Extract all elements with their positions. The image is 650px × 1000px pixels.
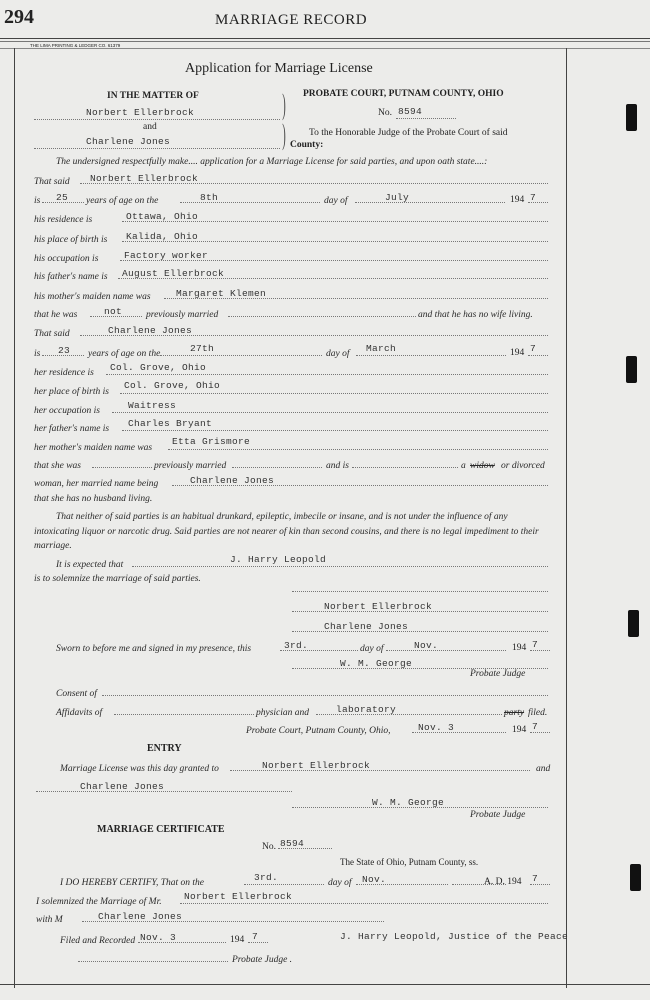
label: 194: [512, 725, 527, 735]
groom-residence: Ottawa, Ohio: [126, 211, 199, 222]
label: A. D. 194: [484, 877, 522, 887]
signature-groom: Norbert Ellerbrock: [324, 601, 433, 612]
bride-occupation: Waitress: [128, 400, 177, 411]
court-honorable: To the Honorable Judge of the Probate Court of said: [309, 128, 508, 138]
left-border: [14, 48, 15, 988]
rule: [352, 467, 458, 468]
matter-name-1: Norbert Ellerbrock: [86, 107, 195, 118]
label: physician and: [256, 708, 310, 718]
label: Affidavits of: [56, 708, 103, 718]
label: and is: [326, 461, 349, 471]
groom-age: 25: [56, 192, 69, 203]
sworn-judge: W. M. George: [340, 658, 413, 669]
rule: [122, 430, 548, 431]
sworn-month: Nov.: [414, 640, 439, 651]
label: Probate Judge .: [232, 955, 293, 965]
label: years of age on the: [86, 196, 159, 206]
rule: [292, 807, 548, 808]
groom-married-status: not: [104, 306, 123, 317]
label: I DO HEREBY CERTIFY, That on the: [60, 878, 204, 888]
certificate-title: MARRIAGE CERTIFICATE: [97, 824, 225, 835]
solemnizer: J. Harry Leopold: [230, 554, 327, 565]
header-rule-2: [0, 41, 650, 42]
certificate-day: 3rd.: [254, 872, 279, 883]
rule: [356, 355, 506, 356]
rule: [118, 278, 548, 279]
label: day of: [324, 196, 348, 206]
bride-residence: Col. Grove, Ohio: [110, 362, 207, 373]
label: that she has no husband living.: [34, 494, 153, 504]
label: day of: [328, 878, 352, 888]
groom-month: July: [385, 192, 410, 203]
label: his mother's maiden name was: [34, 292, 151, 302]
rule: [90, 316, 142, 317]
label: her residence is: [34, 368, 94, 378]
label: his place of birth is: [34, 235, 108, 245]
rule: [244, 884, 324, 885]
certificate-month: Nov.: [362, 874, 387, 885]
rule: [280, 650, 358, 651]
right-border: [566, 48, 567, 988]
label: Probate Judge: [470, 669, 526, 679]
rule: [42, 202, 84, 203]
rule: [120, 260, 548, 261]
bride-father: Charles Bryant: [128, 418, 213, 429]
label: and: [536, 764, 551, 774]
court-date-year: 7: [532, 721, 539, 732]
label: years of age on the: [88, 349, 161, 359]
filed-year: 7: [252, 931, 259, 942]
record-title: MARRIAGE RECORD: [215, 12, 368, 28]
header-rule-3: [0, 48, 650, 49]
label: his father's name is: [34, 272, 108, 282]
rule: [292, 631, 548, 632]
label: previously married: [154, 461, 227, 471]
label: day of: [326, 349, 350, 359]
rule: [230, 770, 530, 771]
rule: [530, 650, 550, 651]
entry-name-1: Norbert Ellerbrock: [262, 760, 371, 771]
label: her father's name is: [34, 424, 110, 434]
label: 194: [510, 195, 525, 205]
rule: [355, 202, 505, 203]
rule: [160, 355, 322, 356]
matter-and: and: [143, 122, 157, 132]
rule: [120, 393, 548, 394]
matter-label: IN THE MATTER OF: [107, 91, 199, 101]
rule: [80, 335, 548, 336]
rule: [528, 355, 548, 356]
court-title: PROBATE COURT, PUTNAM COUNTY, OHIO: [303, 89, 504, 99]
entry-name-2: Charlene Jones: [80, 781, 165, 792]
rule: [114, 714, 254, 715]
groom-year: 7: [530, 192, 537, 203]
entry-judge: W. M. George: [372, 797, 445, 808]
court-county: County:: [290, 140, 324, 150]
rule: [412, 732, 506, 733]
label: her occupation is: [34, 406, 100, 416]
signature-bride: Charlene Jones: [324, 621, 409, 632]
groom-occupation: Factory worker: [124, 250, 209, 261]
rule: [78, 961, 228, 962]
label: No.: [262, 842, 276, 852]
officiant: J. Harry Leopold, Justice of the Peace: [340, 931, 569, 942]
label: It is expected that: [56, 560, 124, 570]
brace: ): [282, 88, 286, 121]
rule: [92, 467, 152, 468]
rule: [530, 884, 550, 885]
rule: [168, 449, 548, 450]
rule: [292, 611, 548, 612]
label: is to solemnize the marriage of said parties.: [34, 574, 201, 584]
rule: [530, 732, 550, 733]
certificate-groom: Norbert Ellerbrock: [184, 891, 293, 902]
printer-imprint: THE LIMA PRINTING & LEDGER CO. 61379: [30, 43, 121, 48]
label: and that he has no wife living.: [418, 310, 533, 320]
rule: [232, 467, 322, 468]
label: day of: [360, 644, 384, 654]
bride-day: 27th: [190, 343, 215, 354]
groom-birth: Kalida, Ohio: [126, 231, 199, 242]
label: her mother's maiden name was: [34, 443, 153, 453]
rule: [172, 485, 548, 486]
rule: [42, 355, 84, 356]
label: is: [34, 349, 41, 359]
affidavit-lab: laboratory: [336, 704, 397, 715]
label: is: [34, 196, 41, 206]
label: Marriage License was this day granted to: [60, 764, 219, 774]
rule: [34, 148, 280, 149]
label: with M: [36, 915, 63, 925]
certificate-bride: Charlene Jones: [98, 911, 183, 922]
intro-text: The undersigned respectfully make.... application for a Marriage License for said parties, and upon oath state....:: [56, 157, 488, 167]
label: 194: [512, 643, 527, 653]
bride-birth: Col. Grove, Ohio: [124, 380, 221, 391]
rule: [138, 942, 226, 943]
binder-tab: [630, 864, 641, 891]
rule: [528, 202, 548, 203]
certificate-state: The State of Ohio, Putnam County, ss.: [340, 857, 479, 867]
sworn-day: 3rd.: [284, 640, 309, 651]
label: that he was: [34, 310, 78, 320]
sworn-year: 7: [532, 639, 539, 650]
bride-mother: Etta Grismore: [172, 436, 251, 447]
label: her place of birth is: [34, 387, 109, 397]
groom-father: August Ellerbrock: [122, 268, 225, 279]
rule: [36, 791, 292, 792]
bride-age: 23: [58, 345, 71, 356]
rule: [112, 412, 548, 413]
rule: [132, 566, 548, 567]
rule: [292, 591, 548, 592]
label: party: [504, 708, 525, 718]
rule: [34, 119, 280, 120]
label: previously married: [146, 310, 219, 320]
label: Probate Court, Putnam County, Ohio,: [246, 726, 391, 736]
court-no: 8594: [398, 106, 423, 117]
bride-name: Charlene Jones: [108, 325, 193, 336]
page-number: 294: [4, 6, 34, 28]
rule: [248, 942, 268, 943]
rule: [396, 118, 456, 119]
label: That said: [34, 177, 70, 187]
rule: [386, 650, 506, 651]
header-rule: [0, 38, 650, 39]
label: Sworn to before me and signed in my presence, this: [56, 644, 252, 654]
label: that she was: [34, 461, 81, 471]
court-no-label: No.: [378, 108, 392, 118]
rule: [82, 921, 384, 922]
label: Filed and Recorded: [60, 936, 136, 946]
rule: [122, 241, 548, 242]
rule: [80, 183, 548, 184]
label: 194: [510, 348, 525, 358]
groom-day: 8th: [200, 192, 219, 203]
label: I solemnized the Marriage of Mr.: [36, 897, 162, 907]
declaration-text: That neither of said parties is an habitual drunkard, epileptic, imbecile or insane, and is not under the influence of any intoxicating liquor or narcotic drug. Said parties are not nearer of kin than second cousins, and there is no legal impediment to their marriage.: [34, 512, 539, 551]
rule: [102, 695, 548, 696]
label: his occupation is: [34, 254, 99, 264]
bottom-rule: [0, 984, 650, 985]
rule: [180, 202, 320, 203]
rule: [106, 374, 548, 375]
label: Probate Judge: [470, 810, 526, 820]
form-title: Application for Marriage License: [185, 61, 373, 76]
certificate-no: 8594: [280, 838, 305, 849]
label: his residence is: [34, 215, 93, 225]
bride-married-name: Charlene Jones: [190, 475, 275, 486]
matter-name-2: Charlene Jones: [86, 136, 171, 147]
binder-tab: [628, 610, 639, 637]
entry-title: ENTRY: [147, 743, 182, 754]
binder-tab: [626, 104, 637, 131]
rule: [356, 884, 448, 885]
filed-date: Nov. 3: [140, 932, 177, 943]
certificate-year: 7: [532, 873, 539, 884]
court-date: Nov. 3: [418, 722, 455, 733]
binder-tab: [626, 356, 637, 383]
label: filed.: [528, 708, 548, 718]
label: 194: [230, 935, 245, 945]
label: or divorced: [501, 461, 545, 471]
bride-month: March: [366, 343, 397, 354]
label: widow: [470, 461, 495, 471]
label: That said: [34, 329, 70, 339]
groom-name: Norbert Ellerbrock: [90, 173, 199, 184]
bride-year: 7: [530, 343, 537, 354]
groom-mother: Margaret Klemen: [176, 288, 267, 299]
rule: [228, 316, 416, 317]
rule: [164, 298, 548, 299]
label: Consent of: [56, 689, 97, 699]
rule: [122, 221, 548, 222]
label: woman, her married name being: [34, 479, 159, 489]
rule: [180, 903, 548, 904]
label: a: [461, 461, 466, 471]
rule: [278, 848, 332, 849]
brace: ): [282, 118, 286, 151]
rule: [316, 714, 502, 715]
